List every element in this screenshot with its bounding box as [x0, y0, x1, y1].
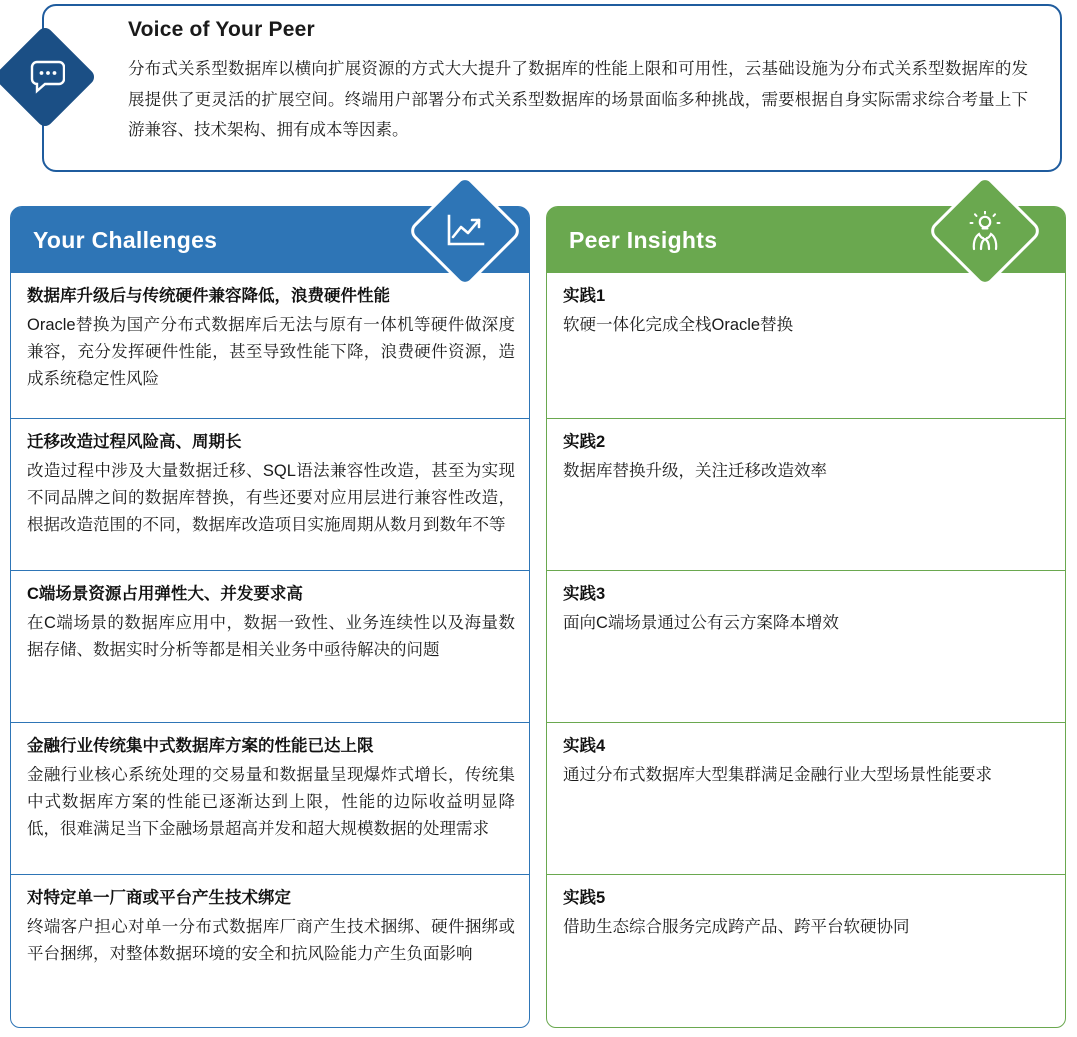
challenge-row — [11, 875, 529, 1028]
challenge-title: C端场景资源占用弹性大、并发要求高 — [27, 585, 303, 603]
challenge-text: Oracle替换为国产分布式数据库后无法与原有一体机等硬件做深度兼容，充分发挥硬件性能，甚至导致性能下降，浪费硬件资源，造成系统稳定性风险 — [27, 316, 515, 388]
your-challenges-rows — [11, 273, 529, 1028]
hand-lightbulb-glyph — [947, 193, 1023, 269]
insight-row — [547, 419, 1065, 571]
challenge-text: 金融行业核心系统处理的交易量和数据量呈现爆炸式增长，传统集中式数据库方案的性能已逐渐达到上限，性能的边际收益明显降低，很难满足当下金融场景超高并发和超大规模数据的处理需求 — [27, 766, 515, 838]
line-chart-glyph — [427, 193, 503, 269]
challenge-title: 对特定单一厂商或平台产生技术绑定 — [27, 889, 291, 907]
insight-title: 实践3 — [563, 585, 606, 603]
challenge-row — [11, 723, 529, 875]
insight-row — [547, 273, 1065, 419]
insight-text: 面向C端场景通过公有云方案降本增效 — [563, 614, 839, 633]
insight-text: 软硬一体化完成全栈Oracle替换 — [563, 316, 794, 335]
challenge-text: 改造过程中涉及大量数据迁移、SQL语法兼容性改造，甚至为实现不同品牌之间的数据库替换，有些还要对应用层进行兼容性改造，根据改造范围的不同，数据库改造项目实施周期从数月到数年不等 — [27, 462, 515, 534]
insight-row — [547, 875, 1065, 1028]
insight-title: 实践2 — [563, 433, 606, 451]
your-challenges-title: Your Challenges — [33, 226, 218, 253]
insight-title: 实践4 — [563, 737, 606, 755]
speech-bubble-glyph — [8, 40, 82, 114]
insight-text: 通过分布式数据库大型集群满足金融行业大型场景性能要求 — [563, 766, 992, 785]
challenge-title: 数据库升级后与传统硬件兼容降低，浪费硬件性能 — [27, 287, 390, 305]
insight-row — [547, 723, 1065, 875]
insight-row — [547, 571, 1065, 723]
peer-insights-title: Peer Insights — [569, 226, 718, 253]
your-challenges-panel — [10, 206, 530, 1028]
challenge-row — [11, 273, 529, 419]
challenge-text: 终端客户担心对单一分布式数据库厂商产生技术捆绑、硬件捆绑或平台捆绑，对整体数据环境的安全和抗风险能力产生负面影响 — [27, 918, 515, 963]
insight-title: 实践1 — [563, 287, 606, 305]
banner-title: Voice of Your Peer — [128, 18, 315, 41]
peer-insights-rows — [547, 273, 1065, 1028]
peer-insights-panel — [546, 206, 1066, 1028]
banner-body: 分布式关系型数据库以横向扩展资源的方式大大提升了数据库的性能上限和可用性，云基础设施为分布式关系型数据库的发展提供了更灵活的扩展空间。终端用户部署分布式关系型数据库的场景面临多种挑战，需要根据自身实际需求综合考量上下游兼容、技术架构、拥有成本等因素。 — [128, 60, 1028, 140]
challenge-title: 金融行业传统集中式数据库方案的性能已达上限 — [27, 737, 374, 755]
challenge-text: 在C端场景的数据库应用中，数据一致性、业务连续性以及海量数据存储、数据实时分析等都是相关业务中亟待解决的问题 — [27, 614, 515, 659]
insight-title: 实践5 — [563, 889, 606, 907]
speech-bubble-icon — [0, 25, 97, 130]
voice-of-your-peer-banner — [42, 4, 1062, 172]
challenge-title: 迁移改造过程风险高、周期长 — [27, 433, 242, 451]
insight-text: 借助生态综合服务完成跨产品、跨平台软硬协同 — [563, 918, 910, 937]
insight-text: 数据库替换升级，关注迁移改造效率 — [563, 462, 827, 481]
challenge-row — [11, 571, 529, 723]
challenge-row — [11, 419, 529, 571]
